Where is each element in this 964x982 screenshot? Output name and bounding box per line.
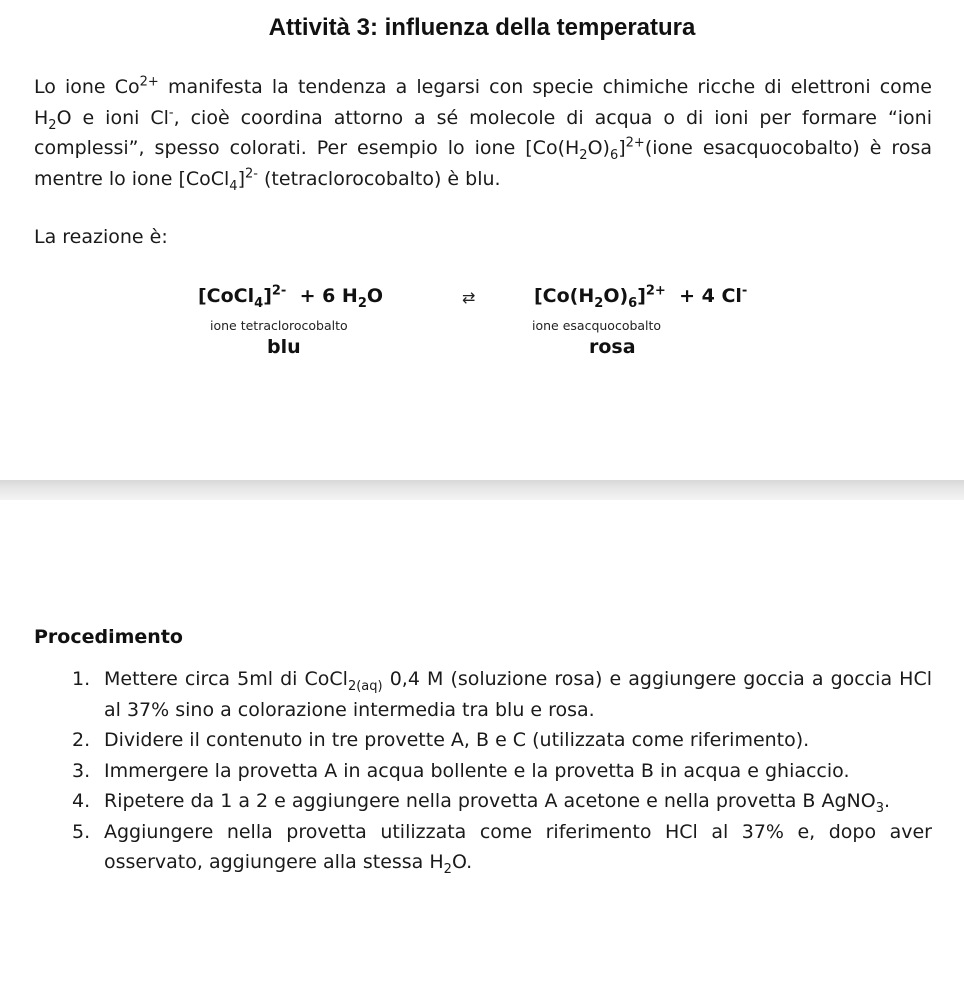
reaction-subscript: 6 (628, 295, 638, 311)
intro-formula: Co (114, 76, 140, 98)
intro-charge: 2+ (625, 135, 645, 151)
step-number: 4. (72, 790, 91, 812)
step-number: 2. (72, 729, 91, 751)
reaction-formula: O) (603, 285, 629, 307)
intro-subscript: 2 (48, 117, 57, 133)
intro-formula: ] (618, 137, 626, 159)
page-title: Attività 3: influenza della temperatura (268, 14, 696, 41)
intro-text: (tetraclorocobalto) è blu. (264, 167, 501, 190)
reaction-charge: - (741, 283, 748, 299)
list-item (72, 786, 932, 817)
intro-charge: 2+ (139, 74, 159, 90)
intro-text: Lo ione (34, 76, 106, 98)
step-text: Immergere la provetta A in acqua bollente e la provetta B in acqua e ghiaccio. (104, 759, 850, 782)
intro-text: manifesta la tendenza a legarsi con specie chimiche ricche di elettroni come (167, 76, 932, 98)
reaction-subscript: 4 (254, 295, 264, 311)
intro-formula: O (56, 106, 72, 129)
intro-charge: - (168, 105, 174, 121)
step-text: Mettere circa 5ml di CoCl (104, 668, 348, 690)
intro-formula: ] (237, 167, 245, 190)
reaction-label: La reazione è: (34, 226, 168, 248)
reaction-formula: + 4 Cl (679, 285, 742, 307)
left-ion-color: blu (267, 336, 301, 358)
step-text: Aggiungere nella provetta utilizzata come riferimento HCl al 37% e, dopo aver osservato, aggiungere alla stessa H (104, 820, 932, 873)
left-ion-name: ione tetraclorocobalto (210, 318, 348, 333)
intro-text: (ione esacquocobalto) è rosa mentre lo ione (34, 137, 932, 190)
reaction-left-side (198, 283, 384, 311)
intro-subscript: 2 (579, 147, 588, 163)
step-text: 0,4 M (soluzione rosa) e aggiungere goccia a goccia HCl al 37% sino a colorazione intermedia tra blu e rosa. (104, 668, 932, 721)
step-text: Dividere il contenuto in tre provette A, B e C (utilizzata come riferimento). (104, 729, 810, 751)
reaction-subscript: 2 (357, 295, 367, 311)
step-text: Ripetere da 1 a 2 e aggiungere nella provetta A acetone e nella provetta B AgNO (104, 790, 876, 812)
intro-formula: [CoCl (178, 167, 230, 190)
step-number: 3. (72, 759, 91, 782)
list-item (72, 817, 932, 878)
reaction-subscript: 2 (594, 295, 604, 311)
right-ion-name: ione esacquocobalto (532, 318, 662, 333)
intro-subscript: 4 (229, 178, 238, 194)
reaction-formula: ] (637, 285, 646, 307)
step-subscript: 2(aq) (347, 678, 383, 694)
reaction-formula: + 6 H (299, 285, 358, 307)
step-number: 1. (72, 668, 91, 690)
reaction-charge: 2- (271, 283, 287, 299)
intro-formula: H (34, 106, 49, 129)
step-text: . (884, 790, 891, 812)
reaction-formula: [Co(H (534, 285, 595, 307)
reaction-charge: 2+ (645, 283, 666, 299)
list-item (72, 664, 932, 725)
intro-text: e ioni Cl (82, 106, 169, 129)
intro-charge: 2- (245, 166, 258, 182)
step-subscript: 2 (443, 861, 452, 877)
reaction-formula: O (366, 285, 384, 307)
intro-subscript: 6 (609, 147, 619, 163)
list-item (72, 756, 932, 787)
step-subscript: 3 (875, 800, 885, 816)
intro-paragraph (34, 72, 932, 194)
step-text: O. (451, 851, 473, 873)
reaction-right-side (534, 283, 748, 311)
intro-formula: [Co(H (525, 137, 580, 159)
list-item (72, 725, 932, 756)
reaction-formula: ] (263, 285, 272, 307)
page-divider (0, 480, 964, 500)
procedure-list (72, 664, 932, 878)
right-ion-color: rosa (589, 336, 636, 358)
intro-formula: O) (587, 137, 610, 159)
step-number: 5. (72, 820, 91, 843)
procedure-title: Procedimento (34, 626, 183, 648)
equilibrium-arrow-icon: ⇄ (462, 288, 476, 307)
intro-text: , cioè coordina attorno a sé molecole di acqua o di ioni per formare “ioni complessi”, spesso colorati. Per esempio lo ione (34, 106, 933, 159)
reaction-formula: [CoCl (198, 285, 255, 307)
